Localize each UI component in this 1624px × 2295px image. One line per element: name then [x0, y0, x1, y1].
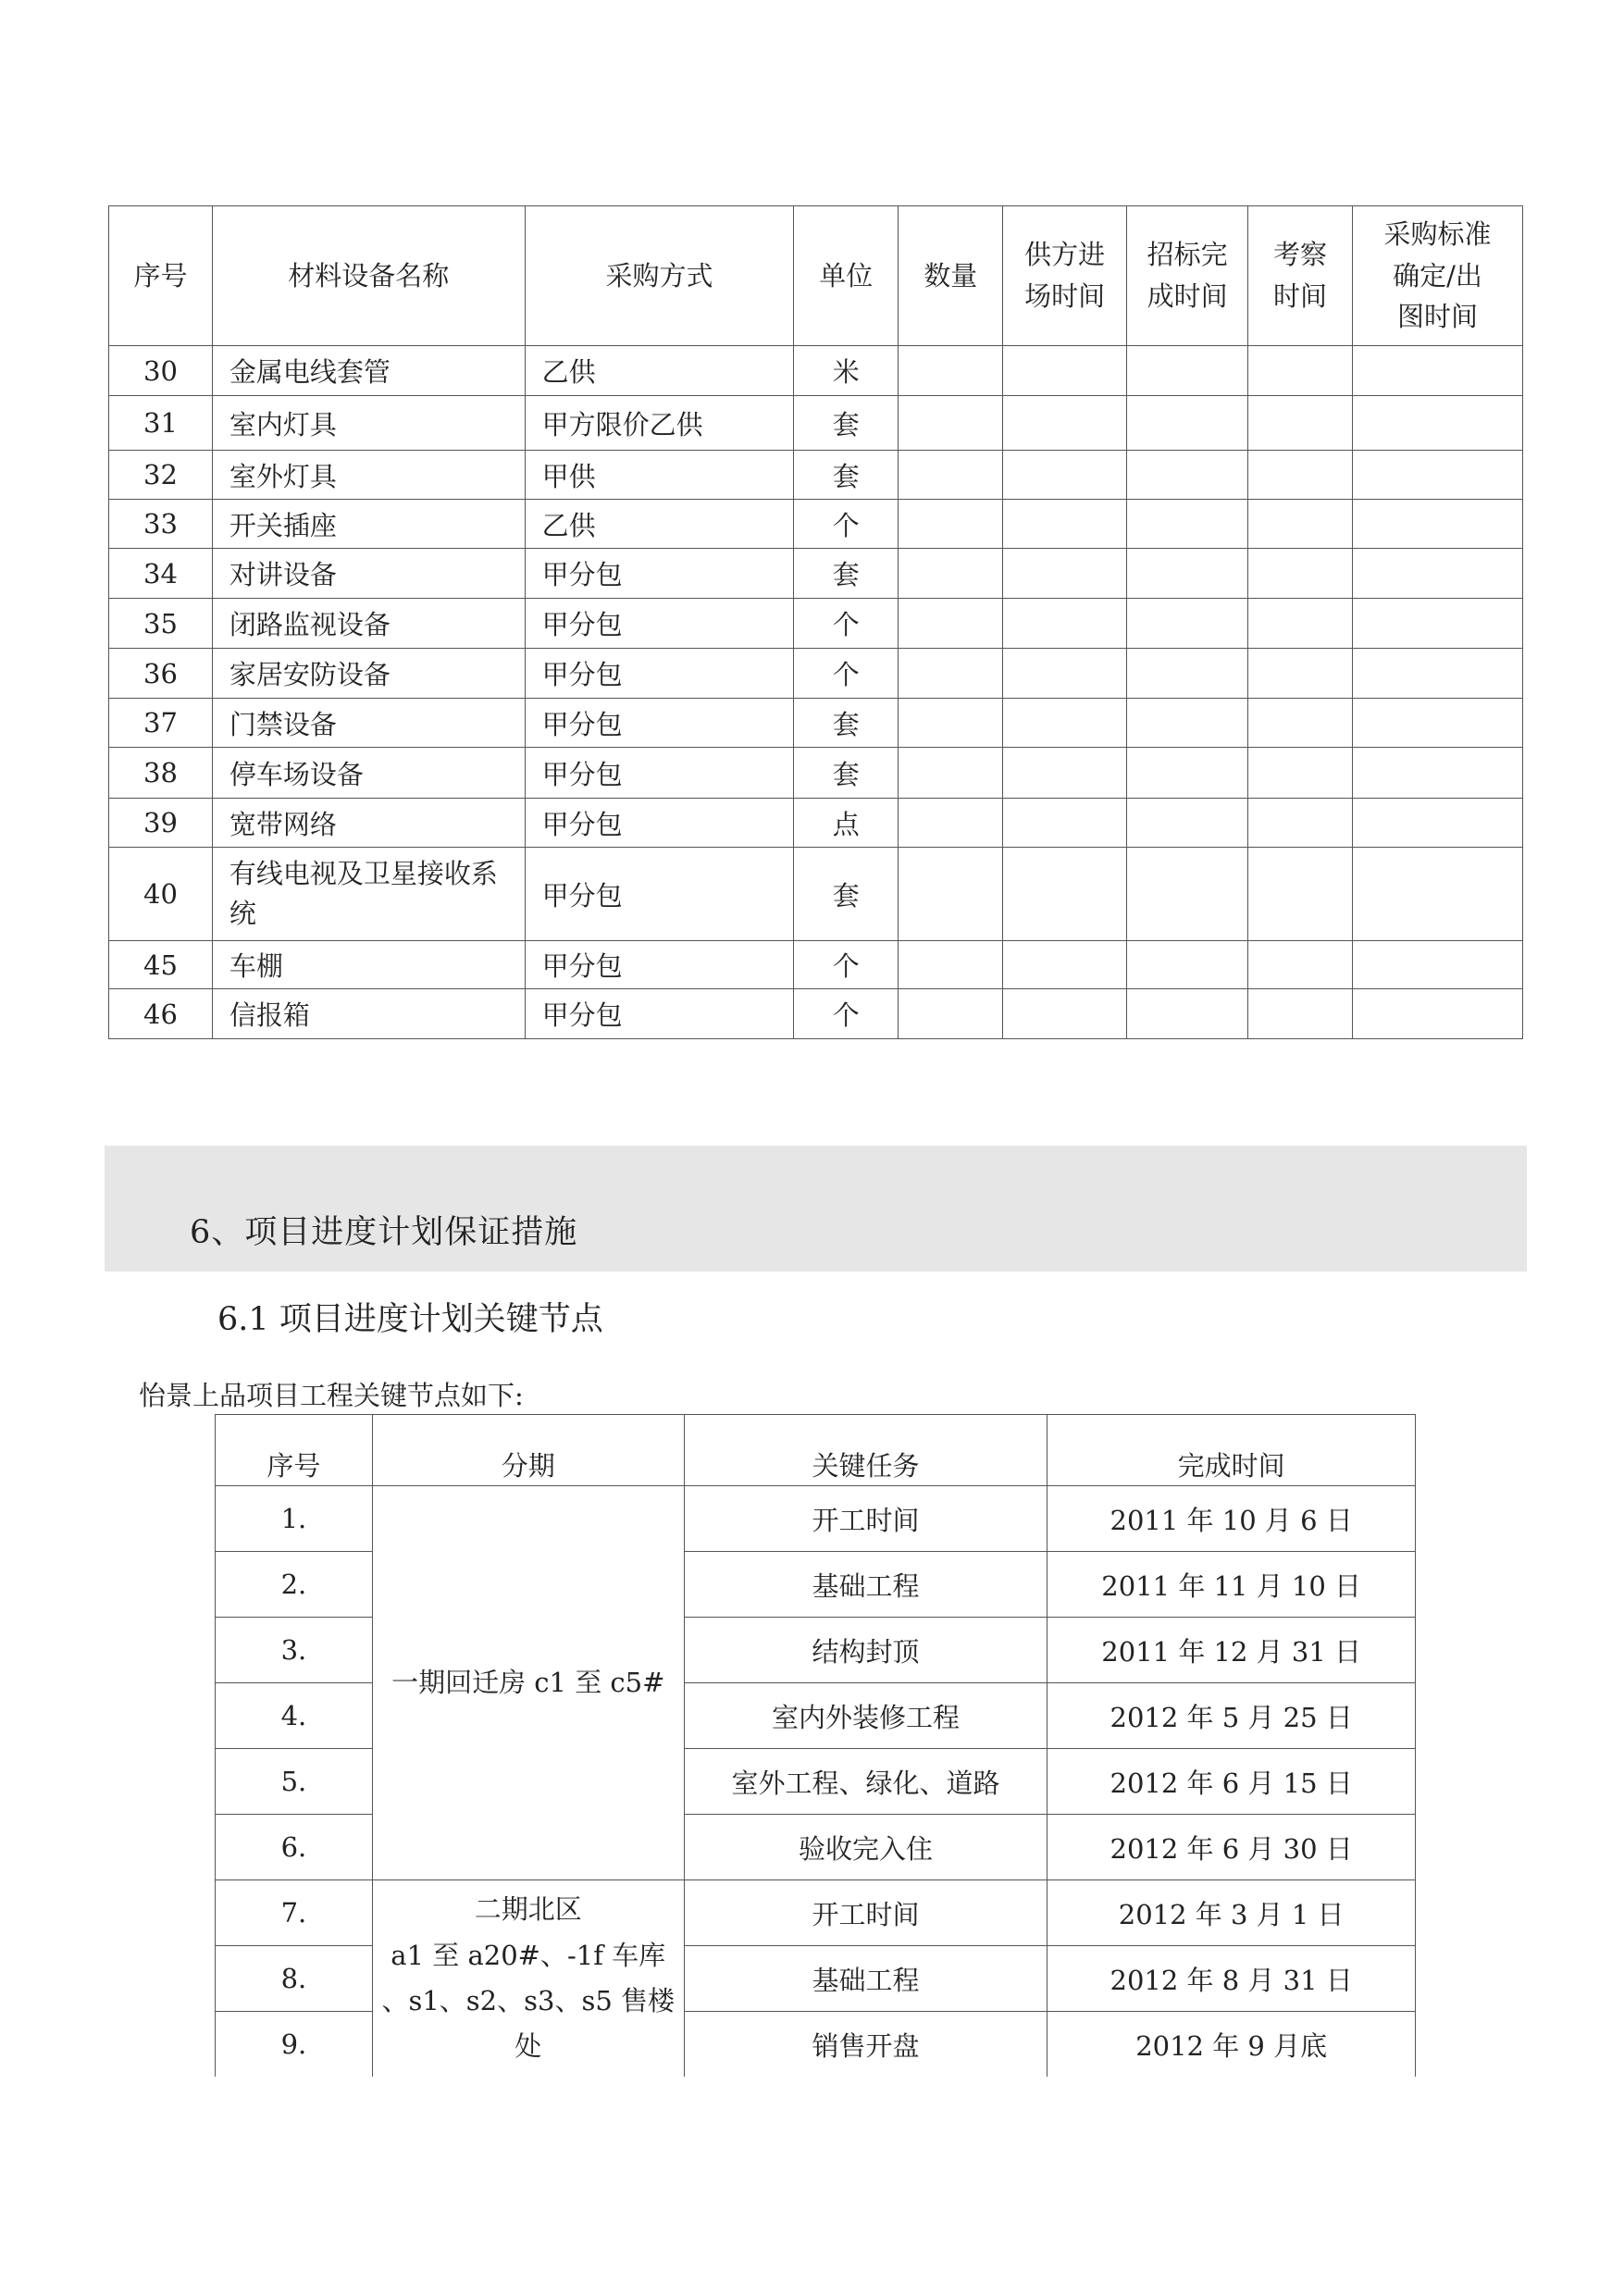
header-standard-text: 采购标准确定/出图时间: [1383, 217, 1492, 333]
row-cell: [1127, 451, 1248, 500]
table-row: [109, 396, 1523, 451]
header-bid-complete-text: 招标完成时间: [1147, 239, 1228, 312]
header-task: 关键任务: [684, 1415, 1048, 1486]
row-cell: [1003, 396, 1127, 451]
row-no: 32: [109, 451, 213, 500]
table-row: [109, 599, 1523, 649]
row-name: 门禁设备: [212, 699, 525, 748]
row-qty: [899, 649, 1003, 699]
phase-cell: 一期回迁房 c1 至 c5#: [372, 1486, 684, 1880]
row-name: 家居安防设备: [212, 649, 525, 699]
row-qty: [899, 699, 1003, 748]
row-method: 甲分包: [525, 989, 794, 1039]
row-unit: 套: [794, 848, 899, 941]
row-cell: [1003, 649, 1127, 699]
row-cell: [1248, 848, 1353, 941]
row-cell: [1248, 649, 1353, 699]
row-cell: [1127, 500, 1248, 549]
row-date: 2012 年 3 月 1 日: [1048, 1880, 1416, 1946]
row-unit: 个: [794, 599, 899, 649]
row-qty: [899, 799, 1003, 848]
row-no: 3.: [216, 1618, 373, 1683]
table-row: [109, 799, 1523, 848]
row-no: 45: [109, 941, 213, 989]
row-cell: [1353, 748, 1523, 799]
row-cell: [1248, 346, 1353, 396]
row-no: 38: [109, 748, 213, 799]
row-date: 2012 年 6 月 15 日: [1048, 1749, 1416, 1815]
row-no: 6.: [216, 1815, 373, 1880]
row-unit: 套: [794, 549, 899, 599]
row-cell: [1353, 848, 1523, 941]
subsection-title: 6.1 项目进度计划关键节点: [217, 1301, 603, 1338]
row-no: 2.: [216, 1552, 373, 1618]
row-cell: [1127, 848, 1248, 941]
row-qty: [899, 451, 1003, 500]
row-cell: [1127, 799, 1248, 848]
row-no: 34: [109, 549, 213, 599]
row-method: 乙供: [525, 500, 794, 549]
phase-line: 二期北区: [474, 1893, 582, 1926]
row-qty: [899, 989, 1003, 1039]
row-cell: [1248, 396, 1353, 451]
row-name-text: 有线电视及卫星接收系统: [229, 857, 498, 929]
header-phase: 分期: [372, 1415, 684, 1486]
row-cell: [1248, 500, 1353, 549]
row-cell: [1127, 989, 1248, 1039]
row-qty: [899, 346, 1003, 396]
row-date: 2012 年 5 月 25 日: [1048, 1683, 1416, 1749]
row-qty: [899, 396, 1003, 451]
row-name: 开关插座: [212, 500, 525, 549]
row-method: 甲供: [525, 451, 794, 500]
row-unit: 个: [794, 941, 899, 989]
row-cell: [1003, 748, 1127, 799]
row-cell: [1353, 500, 1523, 549]
header-no: 序号: [109, 206, 213, 346]
header-name: 材料设备名称: [212, 206, 525, 346]
row-cell: [1003, 989, 1127, 1039]
table-row: [109, 848, 1523, 941]
header-no: 序号: [216, 1415, 373, 1486]
row-name: 闭路监视设备: [212, 599, 525, 649]
row-no: 30: [109, 346, 213, 396]
row-cell: [1127, 649, 1248, 699]
row-date: 2011 年 12 月 31 日: [1048, 1618, 1416, 1683]
row-cell: [1248, 941, 1353, 989]
row-cell: [1353, 649, 1523, 699]
row-cell: [1003, 848, 1127, 941]
row-name: 对讲设备: [212, 549, 525, 599]
table-header-row: [109, 206, 1523, 346]
row-task: 结构封顶: [684, 1618, 1048, 1683]
row-task: 室外工程、绿化、道路: [684, 1749, 1048, 1815]
row-method: 甲分包: [525, 848, 794, 941]
row-name: [212, 848, 525, 941]
row-no: 8.: [216, 1946, 373, 2012]
row-cell: [1127, 699, 1248, 748]
row-cell: [1353, 346, 1523, 396]
row-task: 基础工程: [684, 1946, 1048, 2012]
table-row: [109, 699, 1523, 748]
table-row: [109, 549, 1523, 599]
row-no: 9.: [216, 2012, 373, 2078]
header-inspection-text: 考察时间: [1273, 239, 1328, 312]
row-method: 甲分包: [525, 748, 794, 799]
row-cell: [1127, 346, 1248, 396]
table-row: [109, 748, 1523, 799]
row-no: 33: [109, 500, 213, 549]
row-task: 室内外装修工程: [684, 1683, 1048, 1749]
row-method: 甲分包: [525, 941, 794, 989]
row-cell: [1353, 396, 1523, 451]
row-unit: 套: [794, 451, 899, 500]
phase-cell: [372, 1880, 684, 2078]
header-inspection: [1248, 206, 1353, 346]
procurement-table: [108, 205, 1523, 1039]
row-no: 46: [109, 989, 213, 1039]
row-cell: [1003, 500, 1127, 549]
row-date: 2012 年 9 月底: [1048, 2012, 1416, 2078]
row-cell: [1248, 799, 1353, 848]
table-row: [109, 500, 1523, 549]
row-cell: [1353, 451, 1523, 500]
row-qty: [899, 848, 1003, 941]
row-qty: [899, 599, 1003, 649]
row-no: 7.: [216, 1880, 373, 1946]
row-unit: 个: [794, 989, 899, 1039]
row-task: 销售开盘: [684, 2012, 1048, 2078]
row-method: 甲分包: [525, 599, 794, 649]
intro-text: 怡景上品项目工程关键节点如下:: [139, 1380, 524, 1411]
row-method: 甲方限价乙供: [525, 396, 794, 451]
row-cell: [1248, 451, 1353, 500]
table-row: [109, 451, 1523, 500]
row-unit: 米: [794, 346, 899, 396]
header-unit: 单位: [794, 206, 899, 346]
phase-line: 、s1、s2、s3、s5 售楼: [381, 1985, 676, 2016]
row-cell: [1127, 599, 1248, 649]
row-no: 1.: [216, 1486, 373, 1552]
row-cell: [1003, 799, 1127, 848]
row-task: 开工时间: [684, 1880, 1048, 1946]
row-cell: [1003, 549, 1127, 599]
row-method: 甲分包: [525, 799, 794, 848]
table-row: [109, 941, 1523, 989]
row-cell: [1127, 748, 1248, 799]
row-cell: [1353, 989, 1523, 1039]
row-cell: [1248, 699, 1353, 748]
row-no: 5.: [216, 1749, 373, 1815]
row-no: 40: [109, 848, 213, 941]
row-qty: [899, 748, 1003, 799]
row-task: 验收完入住: [684, 1815, 1048, 1880]
header-qty: 数量: [899, 206, 1003, 346]
header-date: 完成时间: [1048, 1415, 1416, 1486]
header-method: 采购方式: [525, 206, 794, 346]
row-qty: [899, 941, 1003, 989]
row-cell: [1353, 799, 1523, 848]
row-unit: 个: [794, 500, 899, 549]
row-cell: [1003, 699, 1127, 748]
milestone-table: [215, 1414, 1416, 2077]
row-unit: 套: [794, 396, 899, 451]
row-no: 31: [109, 396, 213, 451]
row-no: 4.: [216, 1683, 373, 1749]
phase-line: 处: [514, 2030, 542, 2063]
row-cell: [1248, 989, 1353, 1039]
row-unit: 个: [794, 649, 899, 699]
row-name: 金属电线套管: [212, 346, 525, 396]
row-cell: [1003, 451, 1127, 500]
header-supplier-entry: [1003, 206, 1127, 346]
row-cell: [1003, 346, 1127, 396]
section-banner: [105, 1146, 1527, 1272]
row-no: 37: [109, 699, 213, 748]
row-cell: [1127, 396, 1248, 451]
row-method: 甲分包: [525, 699, 794, 748]
row-name: 宽带网络: [212, 799, 525, 848]
row-method: 甲分包: [525, 549, 794, 599]
header-supplier-entry-text: 供方进场时间: [1024, 239, 1106, 312]
row-qty: [899, 500, 1003, 549]
row-name: 车棚: [212, 941, 525, 989]
row-no: 39: [109, 799, 213, 848]
row-name: 信报箱: [212, 989, 525, 1039]
table-row: [216, 1880, 1416, 1946]
row-unit: 套: [794, 748, 899, 799]
row-unit: 套: [794, 699, 899, 748]
row-cell: [1353, 699, 1523, 748]
row-qty: [899, 549, 1003, 599]
phase-line: a1 至 a20#、-1f 车库: [391, 1939, 666, 1971]
row-date: 2012 年 8 月 31 日: [1048, 1946, 1416, 2012]
table-row: [109, 649, 1523, 699]
row-name: 停车场设备: [212, 748, 525, 799]
row-cell: [1127, 549, 1248, 599]
table-row: [216, 1486, 1416, 1552]
row-no: 35: [109, 599, 213, 649]
row-name: 室外灯具: [212, 451, 525, 500]
row-no: 36: [109, 649, 213, 699]
row-cell: [1248, 549, 1353, 599]
row-name: 室内灯具: [212, 396, 525, 451]
row-cell: [1353, 941, 1523, 989]
row-date: 2011 年 10 月 6 日: [1048, 1486, 1416, 1552]
section-title: 6、项目进度计划保证措施: [190, 1214, 578, 1251]
row-cell: [1248, 748, 1353, 799]
table-header-row: [216, 1415, 1416, 1486]
row-cell: [1003, 941, 1127, 989]
row-cell: [1353, 599, 1523, 649]
row-task: 基础工程: [684, 1552, 1048, 1618]
row-method: 乙供: [525, 346, 794, 396]
row-date: 2012 年 6 月 30 日: [1048, 1815, 1416, 1880]
table-row: [109, 346, 1523, 396]
row-unit: 点: [794, 799, 899, 848]
row-date: 2011 年 11 月 10 日: [1048, 1552, 1416, 1618]
row-task: 开工时间: [684, 1486, 1048, 1552]
header-bid-complete: [1127, 206, 1248, 346]
row-cell: [1353, 549, 1523, 599]
header-standard: [1353, 206, 1523, 346]
row-cell: [1003, 599, 1127, 649]
row-cell: [1248, 599, 1353, 649]
row-method: 甲分包: [525, 649, 794, 699]
table-row: [109, 989, 1523, 1039]
row-cell: [1127, 941, 1248, 989]
